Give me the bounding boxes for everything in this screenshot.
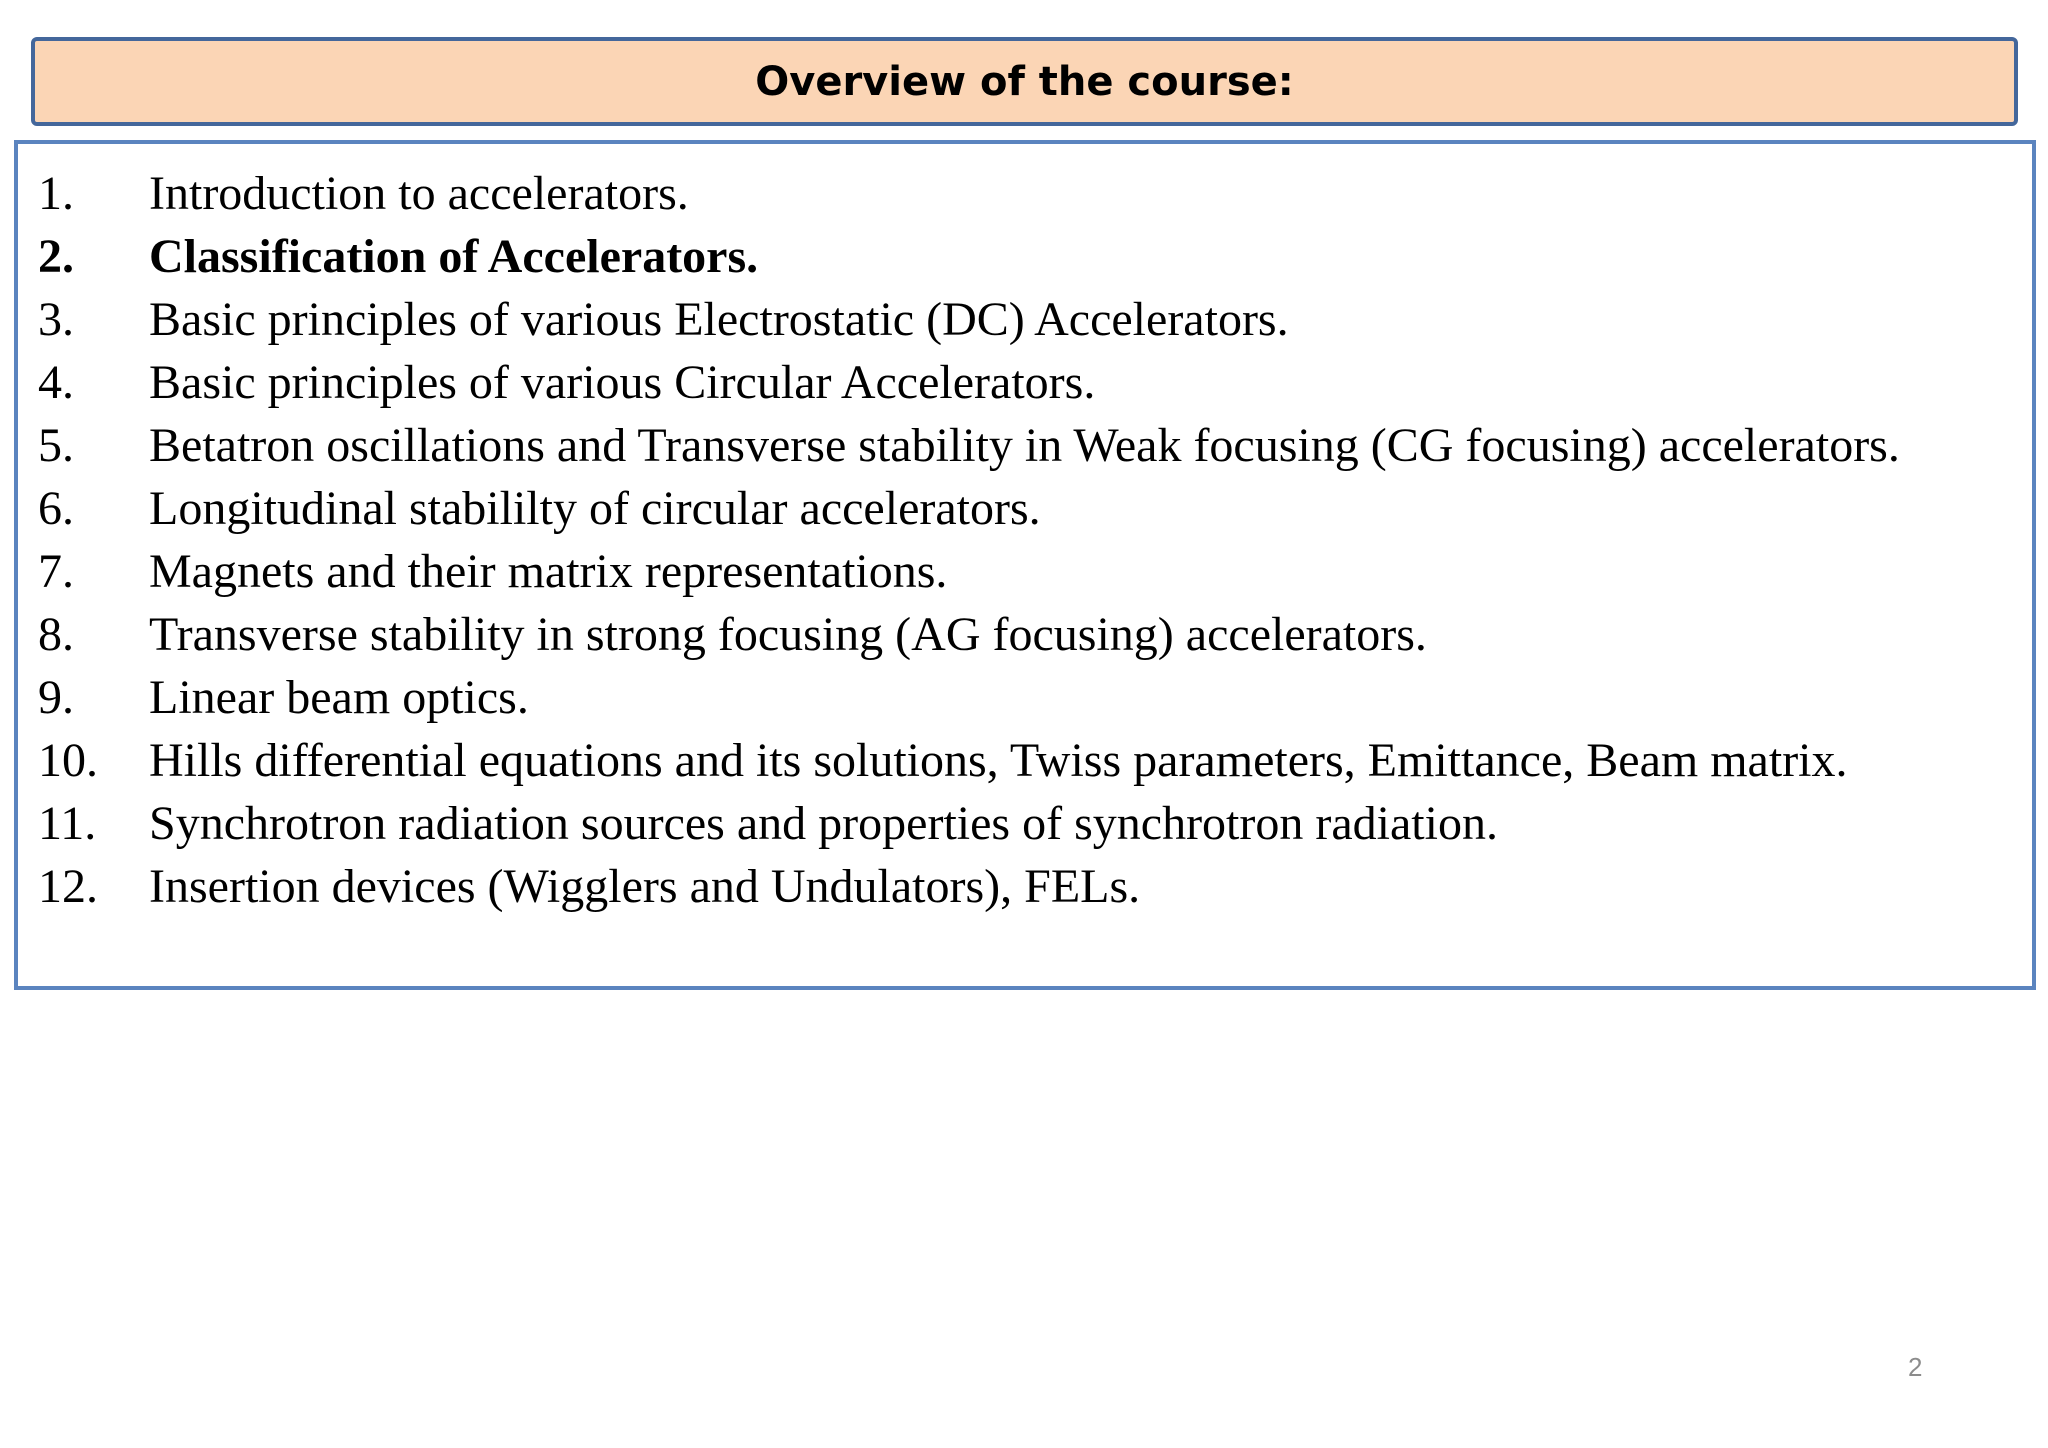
item-number: 5. bbox=[38, 419, 74, 472]
item-text: Basic principles of various Electrostatic (DC) Accelerators. bbox=[149, 293, 1289, 346]
item-number: 2. bbox=[38, 230, 74, 283]
page-number: 2 bbox=[1908, 1352, 1923, 1382]
item-text: Transverse stability in strong focusing (AG focusing) accelerators. bbox=[149, 608, 1427, 661]
item-text: Magnets and their matrix representations. bbox=[149, 545, 948, 598]
item-number: 6. bbox=[38, 482, 74, 535]
list-item bbox=[38, 792, 2036, 855]
list-item bbox=[38, 855, 2036, 918]
item-text: Classification of Accelerators. bbox=[149, 230, 759, 283]
item-number: 12. bbox=[38, 860, 98, 913]
list-item bbox=[38, 729, 2036, 792]
title-banner bbox=[31, 37, 2018, 126]
list-item bbox=[38, 540, 2036, 603]
list-item bbox=[38, 414, 2036, 477]
item-text: Insertion devices (Wigglers and Undulators), FELs. bbox=[149, 860, 1141, 913]
item-number: 1. bbox=[38, 167, 74, 220]
item-number: 8. bbox=[38, 608, 74, 661]
item-text: Betatron oscillations and Transverse stability in Weak focusing (CG focusing) accelerators. bbox=[149, 419, 1900, 472]
item-number: 7. bbox=[38, 545, 74, 598]
item-text: Longitudinal stabililty of circular accelerators. bbox=[149, 482, 1041, 535]
item-number: 9. bbox=[38, 671, 74, 724]
item-text: Synchrotron radiation sources and properties of synchrotron radiation. bbox=[149, 797, 1498, 850]
item-number: 11. bbox=[38, 797, 97, 850]
list-item bbox=[38, 351, 2036, 414]
list-item bbox=[38, 477, 2036, 540]
item-text: Basic principles of various Circular Accelerators. bbox=[149, 356, 1096, 409]
list-item-highlighted bbox=[38, 225, 2036, 288]
item-text: Introduction to accelerators. bbox=[149, 167, 689, 220]
list-item bbox=[38, 162, 2036, 225]
list-item bbox=[38, 666, 2036, 729]
item-text: Linear beam optics. bbox=[149, 671, 529, 724]
list-item bbox=[38, 288, 2036, 351]
item-number: 3. bbox=[38, 293, 74, 346]
item-text: Hills differential equations and its solutions, Twiss parameters, Emittance, Beam matrix. bbox=[149, 734, 1848, 787]
slide-title: Overview of the course: bbox=[755, 58, 1294, 105]
course-outline-box bbox=[14, 140, 2036, 990]
list-item bbox=[38, 603, 2036, 666]
item-number: 4. bbox=[38, 356, 74, 409]
course-topic-list bbox=[38, 162, 2036, 918]
item-number: 10. bbox=[38, 734, 98, 787]
